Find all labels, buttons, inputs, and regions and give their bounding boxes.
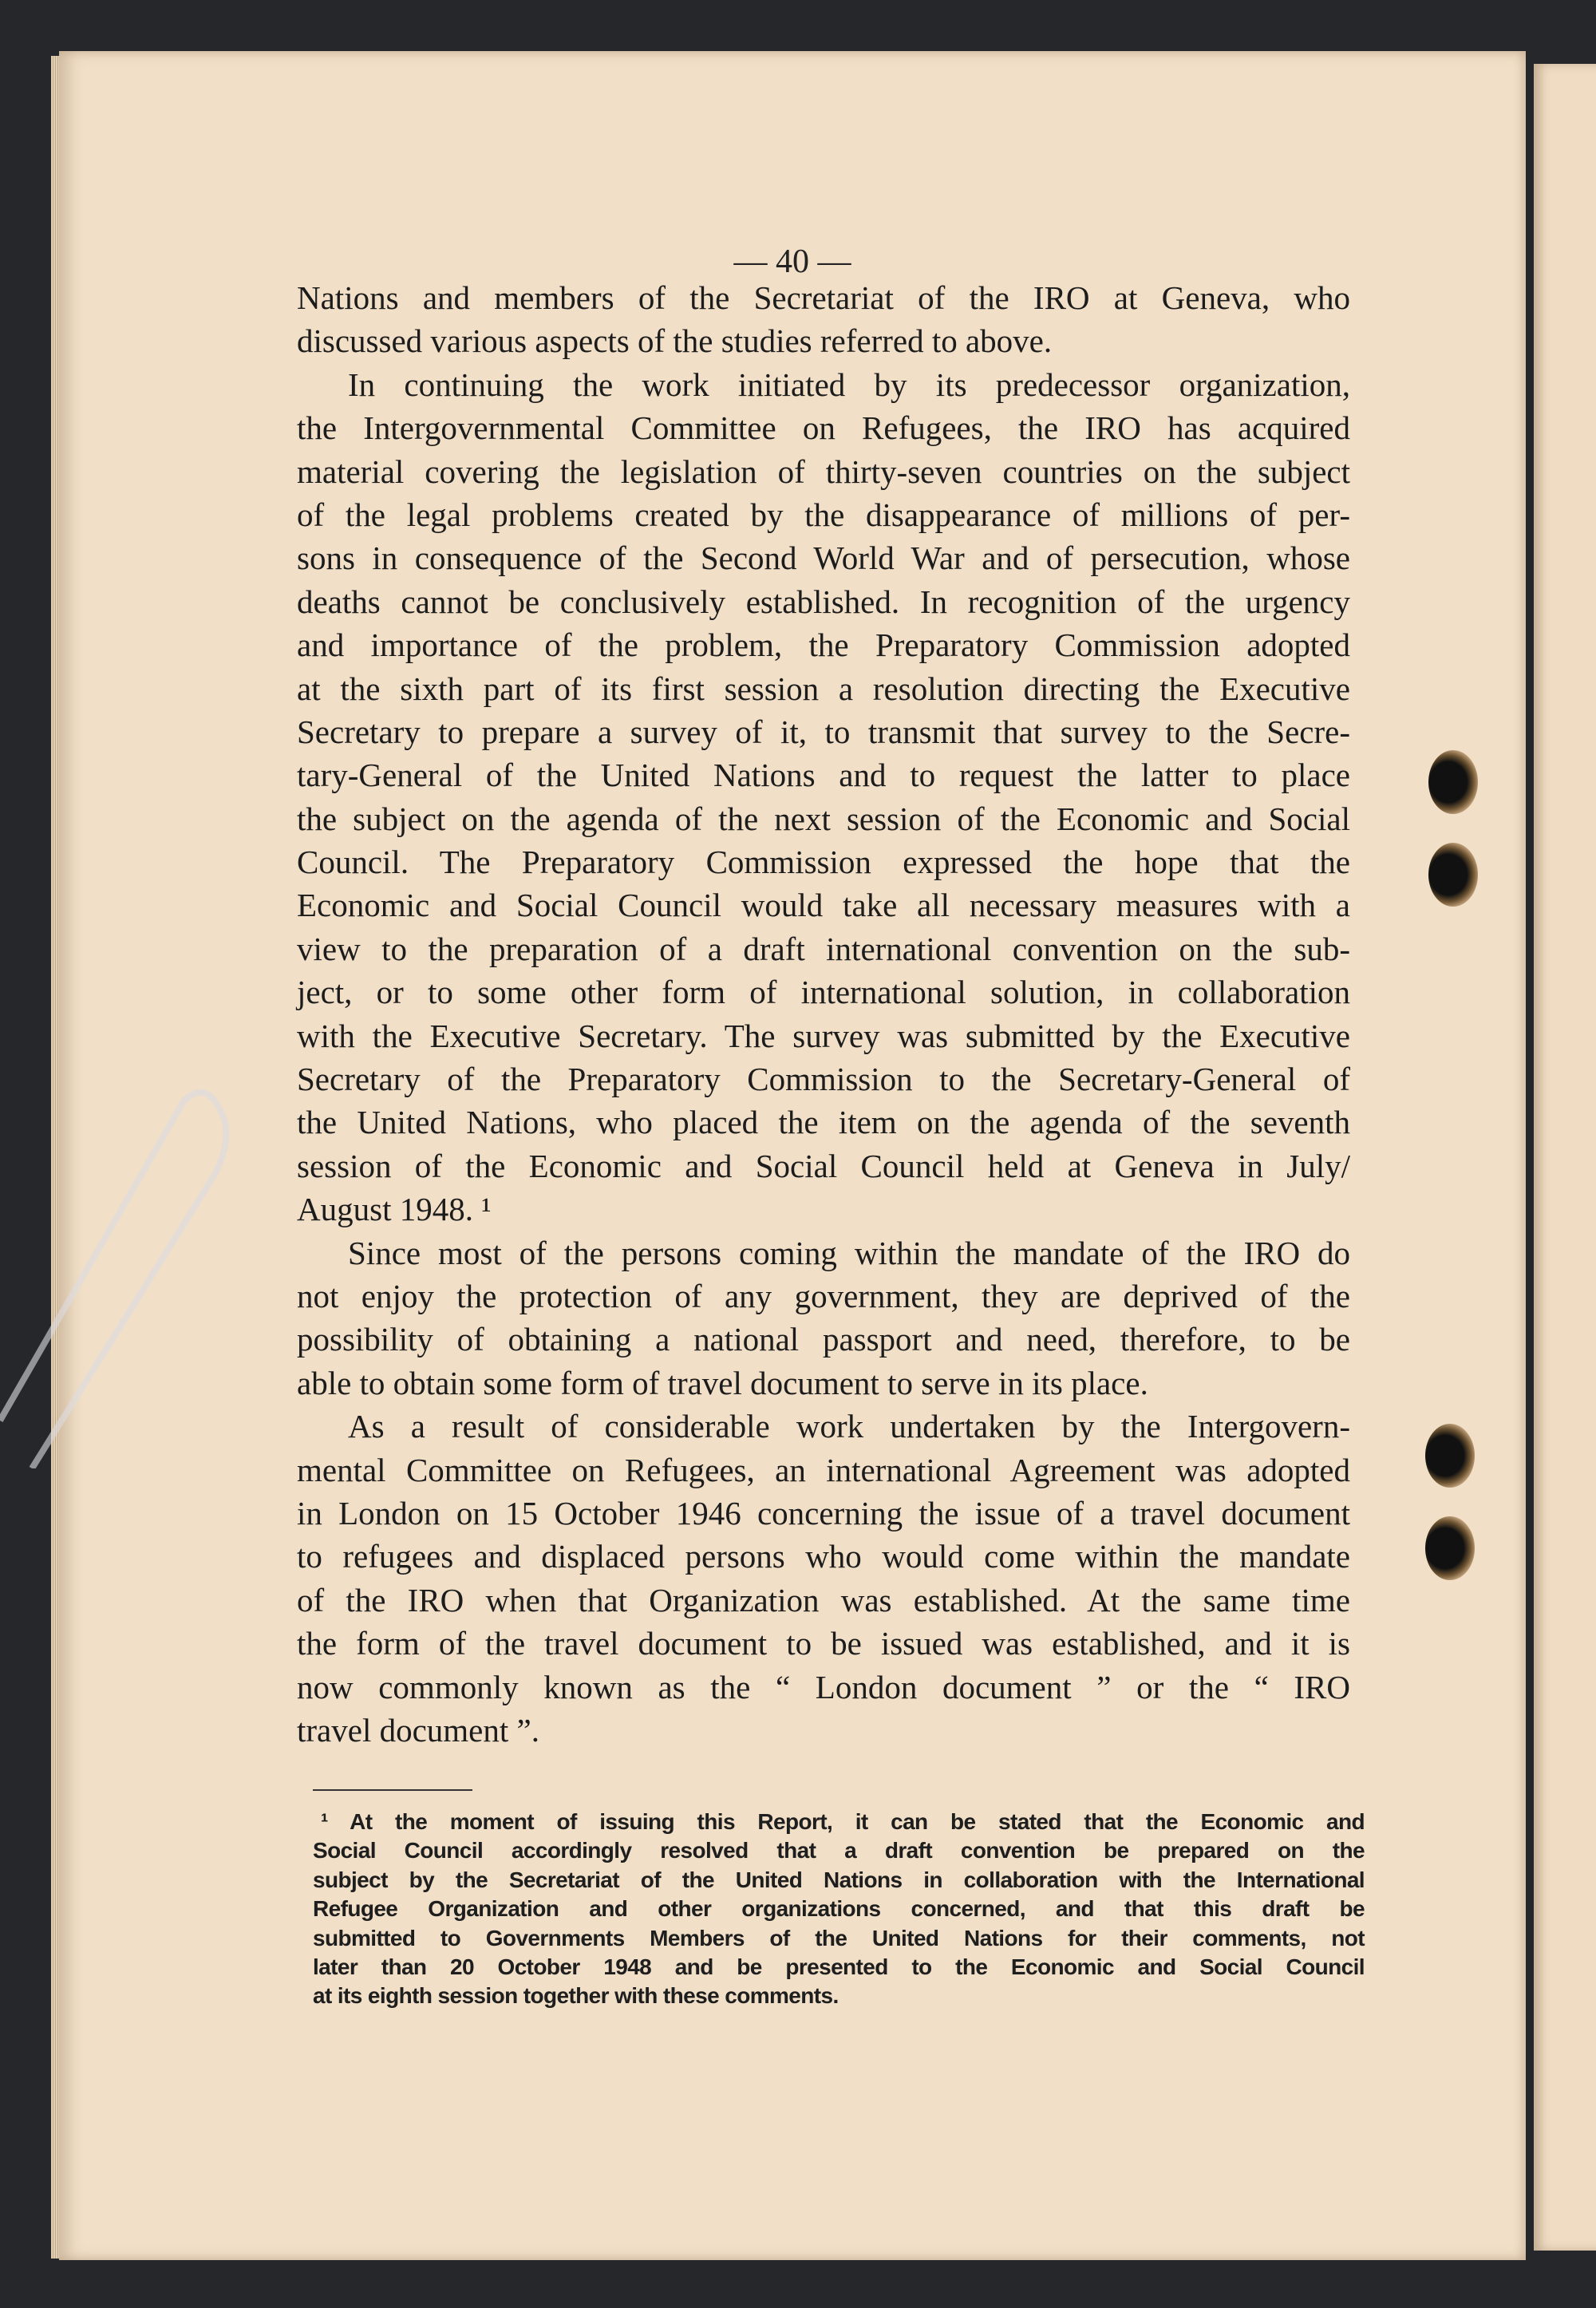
- paragraph-line: Council. The Preparatory Commission expressed the hope that the: [297, 844, 1350, 881]
- footnote-line: Refugee Organization and other organizations concerned, and that this draft be: [313, 1896, 1365, 1922]
- footnote-line: later than 20 October 1948 and be presented to the Economic and Social Council: [313, 1954, 1365, 1979]
- paragraph-line: able to obtain some form of travel document to serve in its place.: [297, 1364, 1148, 1401]
- next-page-edge: [1534, 64, 1596, 2251]
- paragraph-line: the form of the travel document to be issued was established, and it is: [297, 1625, 1350, 1662]
- footnote-line: ¹ At the moment of issuing this Report, it can be stated that the Economic and: [321, 1809, 1365, 1834]
- paragraph-line: the Intergovernmental Committee on Refugees, the IRO has acquired: [297, 409, 1350, 447]
- paragraph-line: in London on 15 October 1946 concerning the issue of a travel document: [297, 1494, 1350, 1531]
- paragraph-line: with the Executive Secretary. The survey was submitted by the Executive: [297, 1017, 1350, 1054]
- paperclip-icon: [0, 1085, 239, 1468]
- page-number: — 40 —: [733, 243, 851, 280]
- footnote-line: subject by the Secretariat of the United Nations in collaboration with the International: [313, 1867, 1365, 1892]
- paragraph-line: As a result of considerable work undertaken by the Intergovern-: [348, 1408, 1350, 1445]
- footnote: [313, 1808, 1365, 2011]
- paragraph-line: Since most of the persons coming within the mandate of the IRO do: [348, 1234, 1350, 1271]
- paragraph-line: possibility of obtaining a national passport and need, therefore, to be: [297, 1321, 1350, 1358]
- paragraph-line: Economic and Social Council would take all necessary measures with a: [297, 887, 1350, 924]
- paragraph-line: material covering the legislation of thirty-seven countries on the subject: [297, 453, 1350, 490]
- footnote-line: submitted to Governments Members of the United Nations for their comments, not: [313, 1925, 1365, 1950]
- paragraph-line: discussed various aspects of the studies referred to above.: [297, 322, 1053, 360]
- paragraph-line: Secretary to prepare a survey of it, to transmit that survey to the Secre-: [297, 713, 1350, 750]
- paragraph-line: travel document ”.: [297, 1711, 539, 1749]
- paragraph-line: ject, or to some other form of international solution, in collaboration: [297, 974, 1350, 1011]
- paragraph-line: at the sixth part of its first session a resolution directing the Executive: [297, 670, 1350, 707]
- footnote-line: Social Council accordingly resolved that a draft convention be prepared on the: [313, 1838, 1365, 1863]
- paragraph-line: of the legal problems created by the disappearance of millions of per-: [297, 496, 1350, 533]
- paragraph-line: view to the preparation of a draft international convention on the sub-: [297, 930, 1350, 967]
- paragraph-line: to refugees and displaced persons who would come within the mandate: [297, 1538, 1350, 1575]
- paragraph-line: the United Nations, who placed the item on the agenda of the seventh: [297, 1104, 1350, 1141]
- paragraph-line: and importance of the problem, the Preparatory Commission adopted: [297, 626, 1350, 664]
- paragraph-line: of the IRO when that Organization was established. At the same time: [297, 1581, 1350, 1618]
- punch-hole-icon: [1428, 750, 1478, 814]
- paragraph-line: now commonly known as the “ London document ” or the “ IRO: [297, 1668, 1350, 1705]
- paragraph-line: In continuing the work initiated by its predecessor organization,: [348, 366, 1350, 403]
- paragraph-line: tary-General of the United Nations and to request the latter to place: [297, 757, 1350, 794]
- footnote-line: at its eighth session together with these comments.: [313, 1983, 839, 2009]
- punch-hole-icon: [1425, 1516, 1475, 1580]
- paragraph-line: mental Committee on Refugees, an international Agreement was adopted: [297, 1451, 1350, 1488]
- paragraph-line: not enjoy the protection of any government, they are deprived of the: [297, 1277, 1350, 1314]
- paragraph-line: deaths cannot be conclusively established. In recognition of the urgency: [297, 583, 1350, 620]
- body-text: [297, 276, 1350, 1752]
- punch-hole-icon: [1428, 843, 1478, 907]
- footnote-rule: [313, 1789, 472, 1791]
- paragraph-line: Secretary of the Preparatory Commission to the Secretary-General of: [297, 1061, 1350, 1098]
- paragraph-line: Nations and members of the Secretariat of the IRO at Geneva, who: [297, 279, 1350, 316]
- paragraph-line: session of the Economic and Social Council held at Geneva in July/: [297, 1147, 1350, 1184]
- paragraph-line: the subject on the agenda of the next session of the Economic and Social: [297, 800, 1350, 837]
- punch-hole-icon: [1425, 1424, 1475, 1488]
- paragraph-line: sons in consequence of the Second World War and of persecution, whose: [297, 539, 1350, 577]
- paragraph-line: August 1948. ¹: [297, 1191, 492, 1228]
